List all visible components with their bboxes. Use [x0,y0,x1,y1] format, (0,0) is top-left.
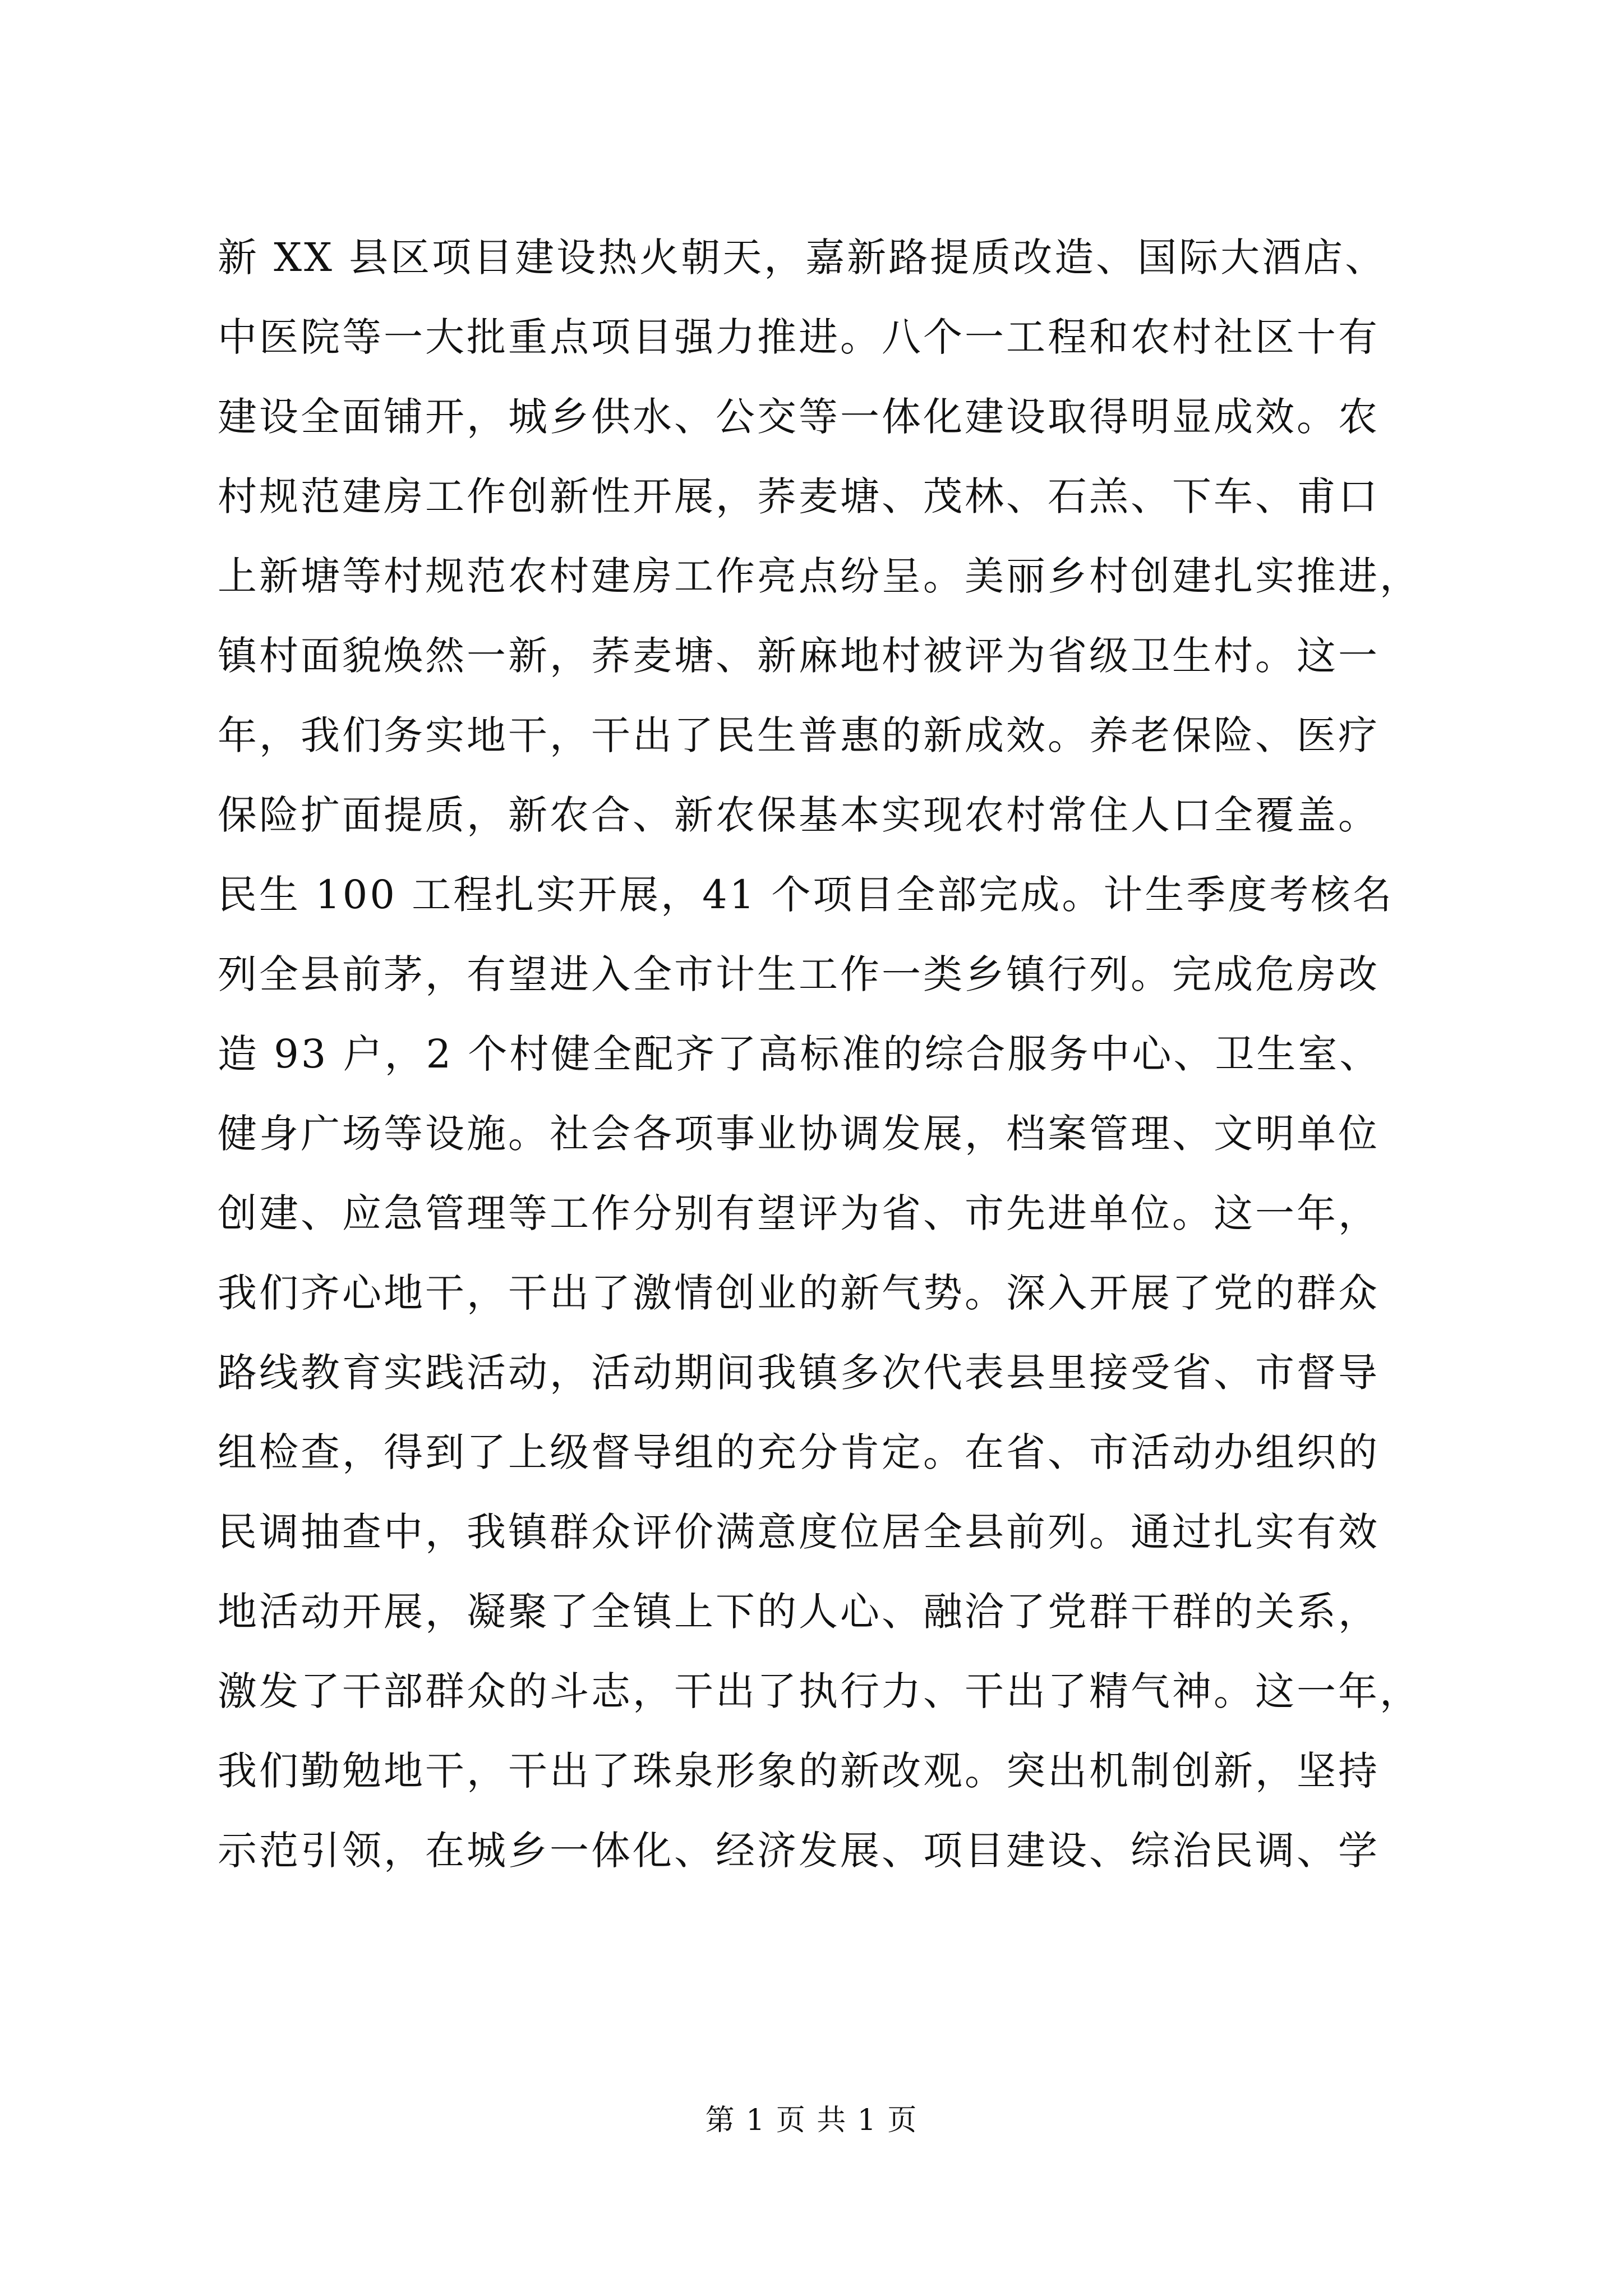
text-line: 新 XX 县区项目建设热火朝天，嘉新路提质改造、国际大酒店、 [218,234,1387,280]
text-line: 村规范建房工作创新性开展，荞麦塘、茂林、石羔、下车、甫口 [218,473,1380,519]
text-line: 列全县前茅，有望进入全市计生工作一类乡镇行列。完成危房改 [218,951,1380,997]
text-line: 地活动开展，凝聚了全镇上下的人心、融洽了党群干群的关系， [218,1589,1380,1635]
text-line: 上新塘等村规范农村建房工作亮点纷呈。美丽乡村创建扎实推进， [218,553,1421,599]
text-line: 镇村面貌焕然一新，荞麦塘、新麻地村被评为省级卫生村。这一 [218,633,1380,679]
text-line: 激发了干部群众的斗志，干出了执行力、干出了精气神。这一年， [218,1668,1421,1714]
text-line: 我们勤勉地干，干出了珠泉形象的新改观。突出机制创新，坚持 [218,1748,1380,1794]
text-line: 创建、应急管理等工作分别有望评为省、市先进单位。这一年， [218,1190,1380,1236]
text-line: 路线教育实践活动，活动期间我镇多次代表县里接受省、市督导 [218,1350,1380,1396]
text-line: 民生 100 工程扎实开展，41 个项目全部完成。计生季度考核名 [218,872,1394,918]
text-line: 保险扩面提质，新农合、新农保基本实现农村常住人口全覆盖。 [218,792,1380,838]
text-line: 组检查，得到了上级督导组的充分肯定。在省、市活动办组织的 [218,1429,1380,1475]
text-line: 我们齐心地干，干出了激情创业的新气势。深入开展了党的群众 [218,1270,1380,1316]
text-line: 年，我们务实地干，干出了民生普惠的新成效。养老保险、医疗 [218,712,1380,758]
text-line: 示范引领，在城乡一体化、经济发展、项目建设、综治民调、学 [218,1828,1380,1874]
text-line: 造 93 户，2 个村健全配齐了高标准的综合服务中心、卫生室、 [218,1031,1381,1077]
page-footer: 第 1 页 共 1 页 [705,2104,918,2137]
text-line: 民调抽查中，我镇群众评价满意度位居全县前列。通过扎实有效 [218,1509,1380,1555]
body-text [218,218,1423,1890]
text-line: 中医院等一大批重点项目强力推进。八个一工程和农村社区十有 [218,314,1380,360]
text-line: 建设全面铺开，城乡供水、公交等一体化建设取得明显成效。农 [218,394,1380,440]
text-line: 健身广场等设施。社会各项事业协调发展，档案管理、文明单位 [218,1111,1380,1157]
